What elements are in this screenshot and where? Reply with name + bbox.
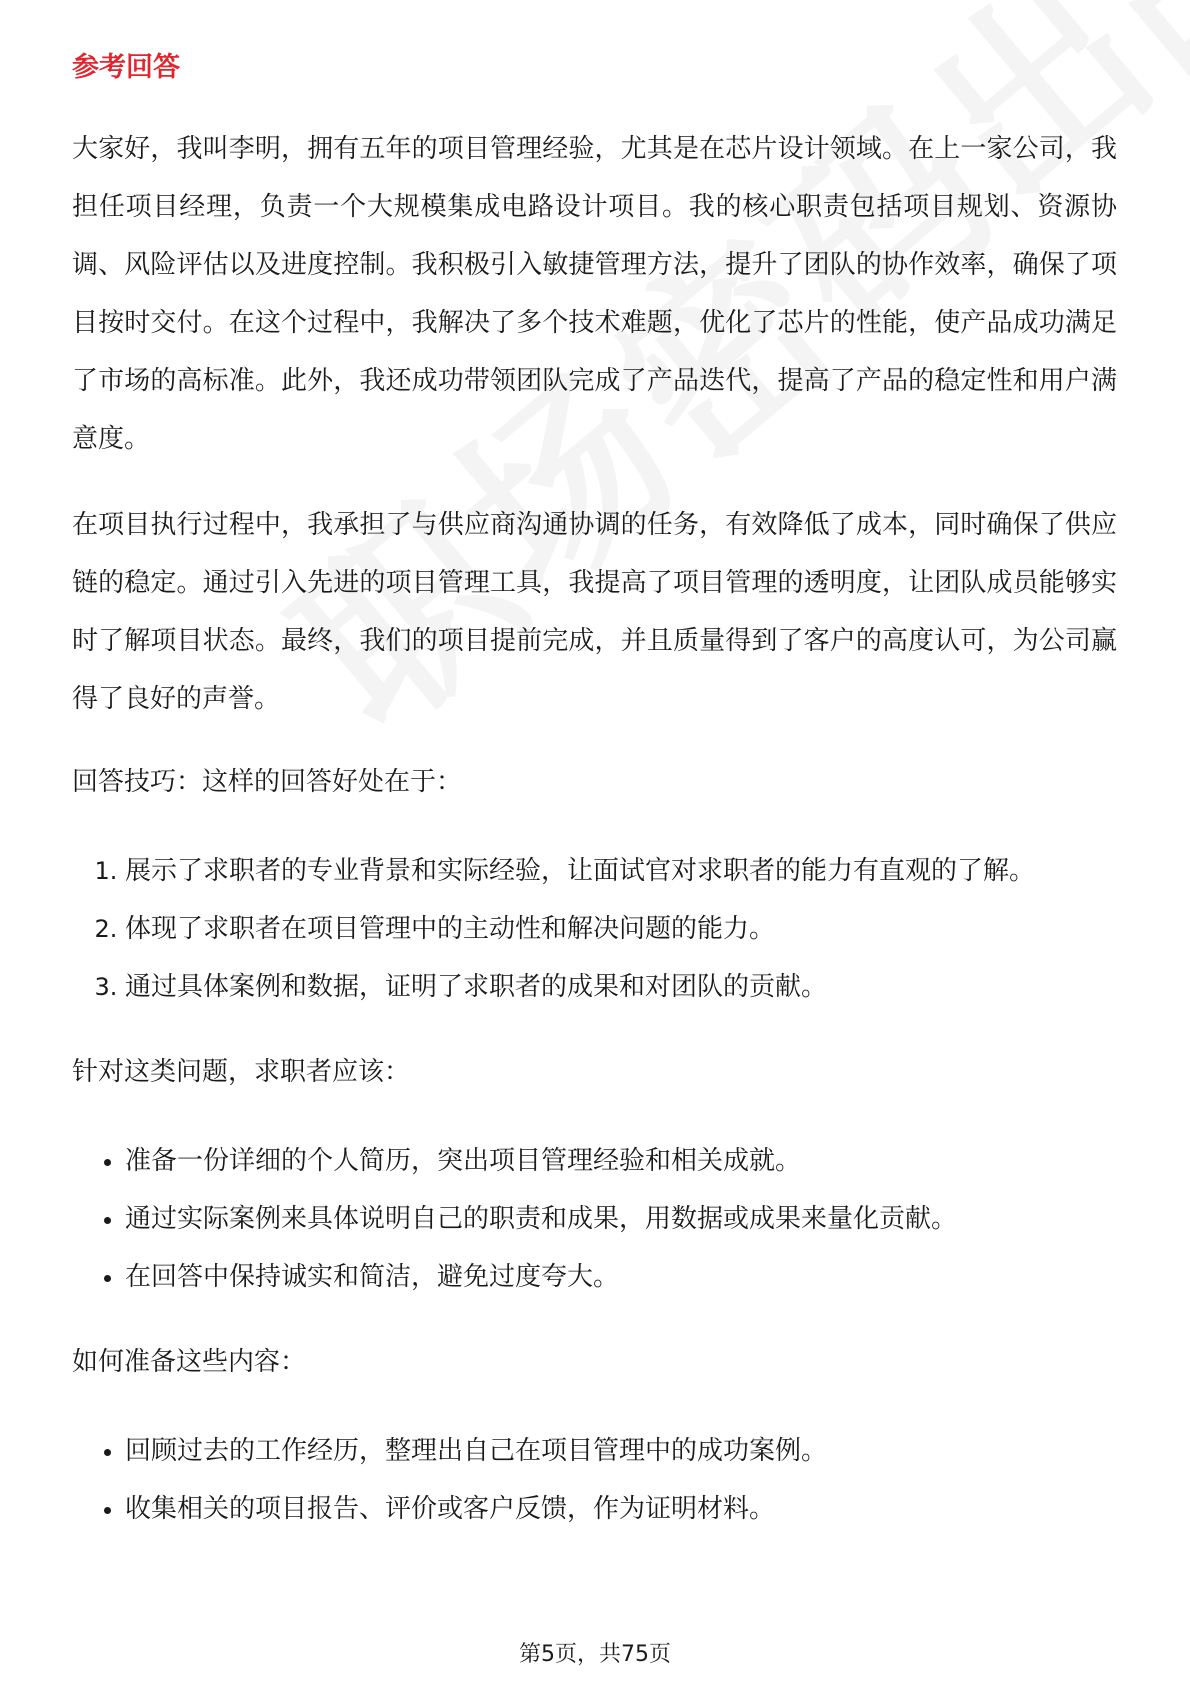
tips-label: 回答技巧：这样的回答好处在于： xyxy=(72,767,463,797)
page-number-footer: 第5页，共75页 xyxy=(519,1642,671,1667)
list-item: • 收集相关的项目报告、评价或客户反馈，作为证明材料。 xyxy=(125,1480,1117,1538)
list-item: • 在回答中保持诚实和简洁，避免过度夸大。 xyxy=(125,1248,1117,1306)
list-item: • 通过实际案例来具体说明自己的职责和成果，用数据或成果来量化贡献。 xyxy=(125,1190,1117,1248)
list-item: • 准备一份详细的个人简历，突出项目管理经验和相关成就。 xyxy=(125,1132,1117,1190)
advice-label: 针对这类问题，求职者应该： xyxy=(72,1057,411,1087)
document-content xyxy=(72,48,1117,1574)
list-item: 3. 通过具体案例和数据，证明了求职者的成果和对团队的贡献。 xyxy=(125,958,1117,1016)
prepare-label: 如何准备这些内容： xyxy=(72,1347,307,1377)
list-item: 1. 展示了求职者的专业背景和实际经验，让面试官对求职者的能力有直观的了解。 xyxy=(125,842,1117,900)
prepare-list xyxy=(72,1422,1117,1538)
answer-paragraph-1: 大家好，我叫李明，拥有五年的项目管理经验，尤其是在芯片设计领域。在上一家公司，我担任项目经理，负责一个大规模集成电路设计项目。我的核心职责包括项目规划、资源协调、风险评估以及进度控制。我积极引入敏捷管理方法，提升了团队的协作效率，确保了项目按时交付。在这个过程中，我解决了多个技术难题，优化了芯片的性能，使产品成功满足了市场的高标准。此外，我还成功带领团队完成了产品迭代，提高了产品的稳定性和用户满意度。 xyxy=(72,134,1117,454)
section-heading: 参考回答 xyxy=(72,52,180,83)
tips-list xyxy=(72,842,1117,1016)
advice-list xyxy=(72,1132,1117,1306)
list-item: • 回顾过去的工作经历，整理出自己在项目管理中的成功案例。 xyxy=(125,1422,1117,1480)
answer-paragraph-2: 在项目执行过程中，我承担了与供应商沟通协调的任务，有效降低了成本，同时确保了供应链的稳定。通过引入先进的项目管理工具，我提高了项目管理的透明度，让团队成员能够实时了解项目状态。最终，我们的项目提前完成，并且质量得到了客户的高度认可，为公司赢得了良好的声誉。 xyxy=(72,510,1117,714)
list-item: 2. 体现了求职者在项目管理中的主动性和解决问题的能力。 xyxy=(125,900,1117,958)
